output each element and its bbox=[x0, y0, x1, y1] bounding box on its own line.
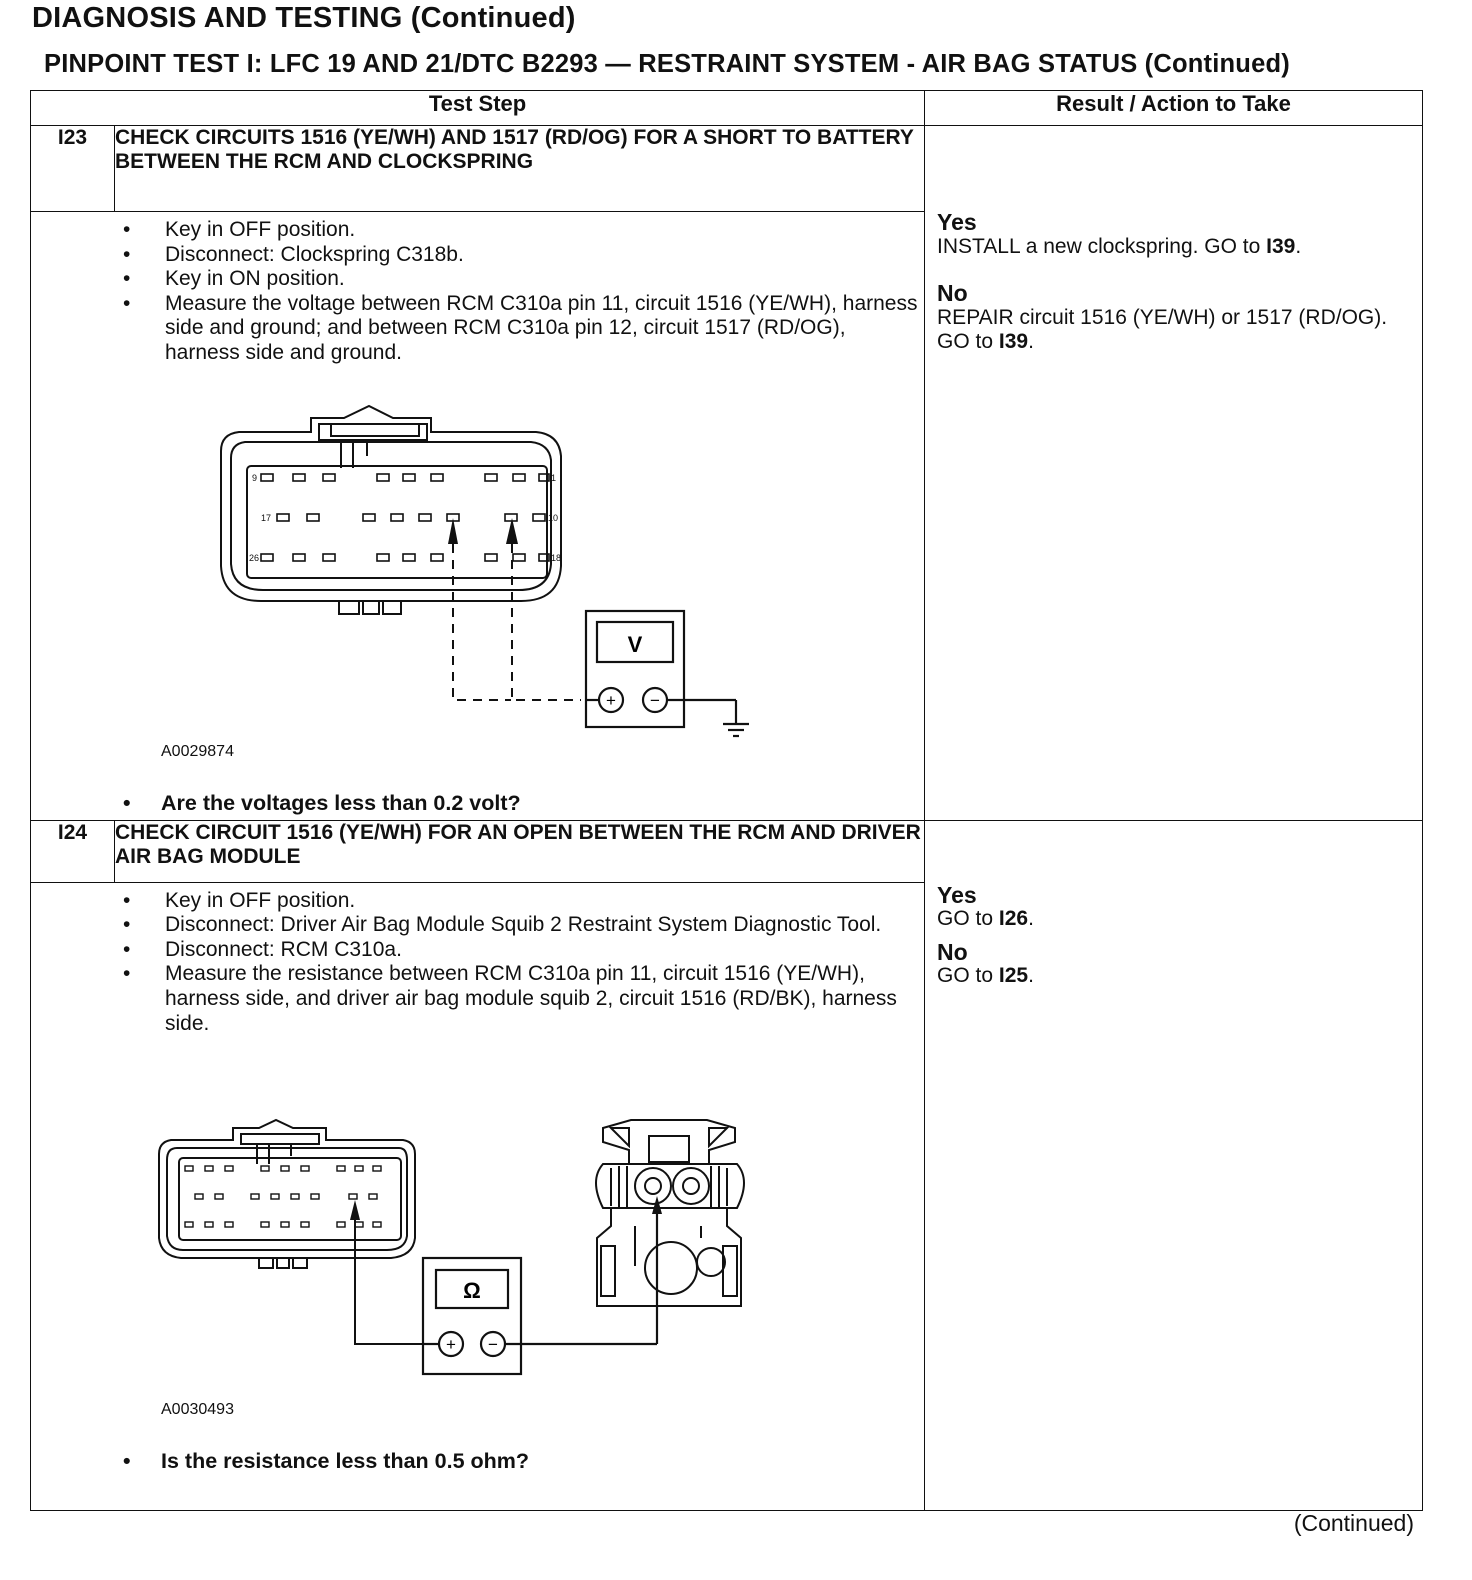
result-text: GO to bbox=[937, 907, 999, 931]
col-header-result: Result / Action to Take bbox=[925, 91, 1423, 126]
figure-id: A0030493 bbox=[161, 1401, 234, 1419]
meter-minus-terminal: − bbox=[488, 1335, 498, 1355]
pin-label: 9 bbox=[252, 472, 258, 483]
instruction-item: • Disconnect: Clockspring C318b. bbox=[161, 243, 924, 268]
instruction-item: • Key in ON position. bbox=[161, 267, 924, 292]
question-text: • Are the voltages less than 0.2 volt? bbox=[161, 791, 924, 816]
result-label: No bbox=[937, 938, 968, 965]
result-text: GO to bbox=[937, 964, 999, 988]
result-yes bbox=[925, 883, 1422, 932]
instruction-item: • Disconnect: Driver Air Bag Module Squib 2 Restraint System Diagnostic Tool. bbox=[161, 913, 924, 938]
pin-label: 26 bbox=[249, 552, 260, 563]
col-header-test-step: Test Step bbox=[31, 91, 925, 126]
step-reference: I39 bbox=[998, 330, 1029, 354]
result-yes bbox=[925, 210, 1422, 259]
result-text: REPAIR circuit 1516 (YE/WH) or 1517 (RD/OG). GO to bbox=[937, 305, 1388, 354]
step-reference: I39 bbox=[1266, 234, 1296, 258]
step-instructions bbox=[31, 883, 924, 1037]
step-instructions bbox=[31, 212, 924, 366]
pinpoint-test-title: PINPOINT TEST I: LFC 19 AND 21/DTC B2293 — RESTRAINT SYSTEM - AIR BAG STATUS (Continued) bbox=[44, 50, 1290, 78]
result-label: No bbox=[937, 280, 968, 307]
step-title: CHECK CIRCUIT 1516 (YE/WH) FOR AN OPEN BETWEEN THE RCM AND DRIVER AIR BAG MODULE bbox=[115, 820, 925, 882]
step-reference: I25 bbox=[998, 964, 1029, 988]
meter-plus-terminal: + bbox=[606, 690, 616, 710]
result-no bbox=[925, 281, 1422, 355]
continued-note: (Continued) bbox=[1293, 1510, 1414, 1536]
step-id: I23 bbox=[31, 126, 115, 212]
step-question bbox=[31, 1449, 924, 1478]
question-text: • Is the resistance less than 0.5 ohm? bbox=[161, 1449, 924, 1474]
result-label: Yes bbox=[937, 209, 977, 235]
page-title: DIAGNOSIS AND TESTING (Continued) bbox=[32, 2, 576, 34]
result-cell bbox=[925, 820, 1423, 1510]
result-cell bbox=[925, 126, 1423, 821]
figure-id: A0029874 bbox=[161, 742, 234, 760]
meter-minus-terminal: − bbox=[650, 690, 660, 710]
instruction-item: • Measure the resistance between RCM C310a pin 11, circuit 1516 (YE/WH), harness side, and driver air bag module squib 2, circuit 1516 (RD/BK), harness side. bbox=[161, 962, 924, 1036]
meter-plus-terminal: + bbox=[446, 1335, 456, 1355]
ohmmeter-symbol: Ω bbox=[463, 1278, 481, 1304]
step-title: CHECK CIRCUITS 1516 (YE/WH) AND 1517 (RD/OG) FOR A SHORT TO BATTERY BETWEEN THE RCM AND CLOCKSPRING bbox=[115, 126, 925, 212]
pin-label: 17 bbox=[261, 512, 272, 523]
pin-label: 10 bbox=[548, 512, 559, 523]
result-text: INSTALL a new clockspring. GO to bbox=[937, 234, 1267, 258]
result-end: . bbox=[1028, 907, 1034, 931]
voltmeter-symbol: V bbox=[627, 631, 643, 657]
rcm-connector-voltmeter-figure bbox=[181, 396, 781, 738]
step-question bbox=[31, 791, 924, 820]
result-no bbox=[925, 940, 1422, 989]
instruction-item: • Disconnect: RCM C310a. bbox=[161, 938, 924, 963]
resistance-test-diagram bbox=[141, 1116, 924, 1383]
step-body bbox=[31, 882, 925, 1510]
voltage-test-diagram bbox=[181, 396, 924, 743]
result-label: Yes bbox=[937, 881, 977, 908]
step-body bbox=[31, 212, 925, 821]
instruction-item: • Measure the voltage between RCM C310a pin 11, circuit 1516 (YE/WH), harness side and ground; and between RCM C310a pin 12, circuit 1517 (RD/OG), harness side and ground. bbox=[161, 292, 924, 366]
result-end: . bbox=[1295, 234, 1302, 258]
result-end: . bbox=[1028, 330, 1034, 354]
result-end: . bbox=[1028, 964, 1034, 988]
step-id: I24 bbox=[31, 820, 115, 882]
rcm-squib-ohmmeter-figure bbox=[141, 1116, 781, 1378]
pinpoint-test-table bbox=[30, 90, 1423, 1511]
step-reference: I26 bbox=[998, 907, 1029, 931]
instruction-item: • Key in OFF position. bbox=[161, 889, 924, 914]
instruction-item: • Key in OFF position. bbox=[161, 218, 924, 243]
pin-label: 18 bbox=[551, 552, 562, 563]
pin-label: 1 bbox=[551, 472, 557, 483]
